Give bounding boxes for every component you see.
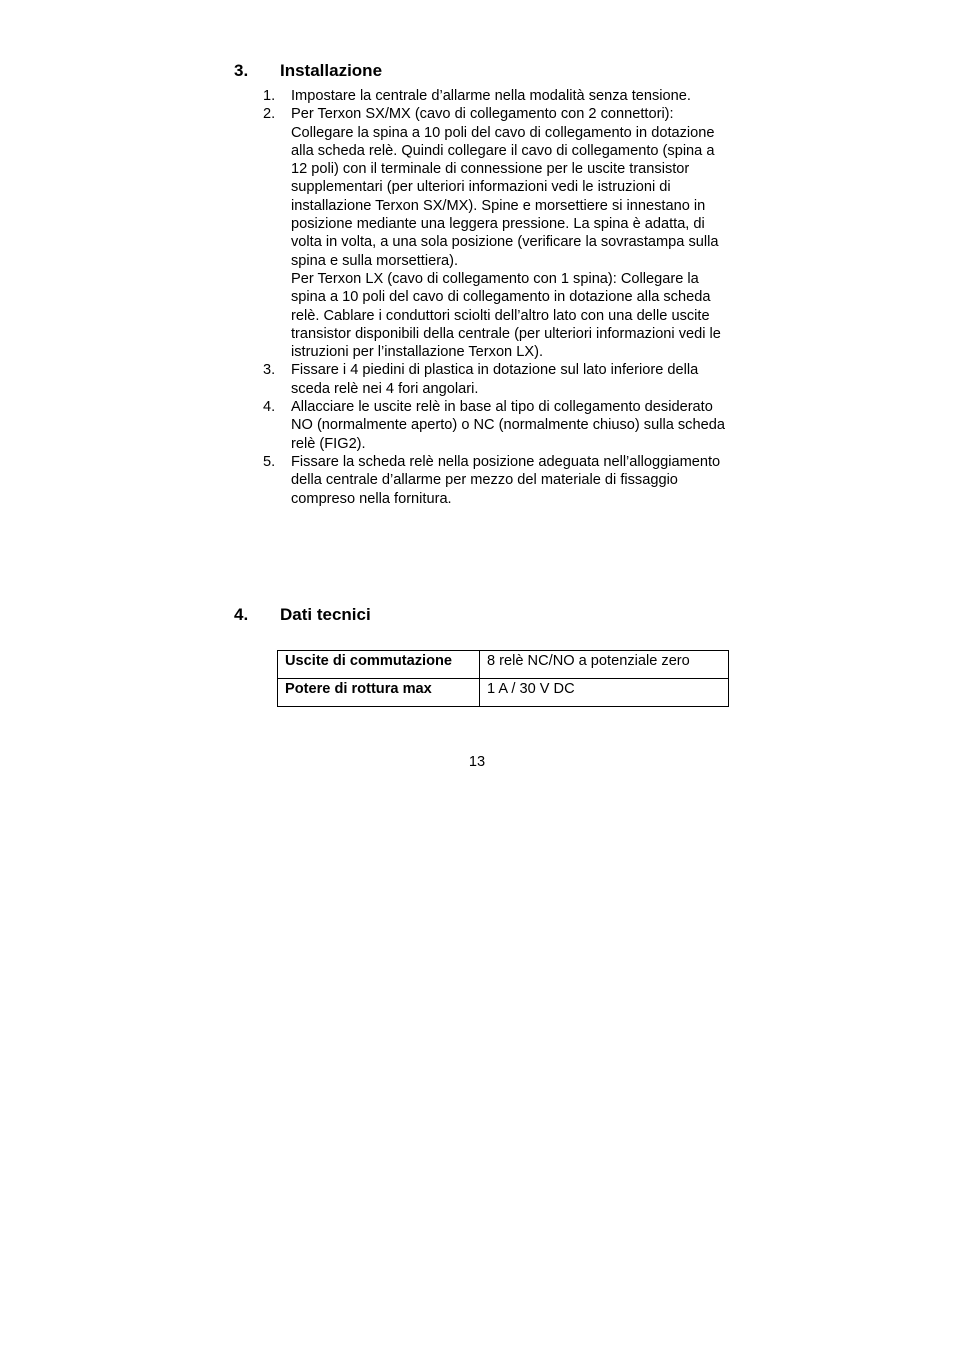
step-number: 5.	[263, 453, 276, 470]
page-number: 13	[468, 754, 486, 770]
list-item	[263, 361, 733, 398]
table-row	[278, 651, 729, 679]
table-label-cell: Uscite di commutazione	[278, 651, 480, 679]
section-number: 3.	[234, 61, 249, 80]
step-number: 2.	[263, 106, 276, 123]
step-text: Per Terxon LX (cavo di collegamento con 1 spina): Collegare la spina a 10 poli del cavo di collegamento in dotazione alla scheda relè. Cablare i conduttori sciolti dell’altro lato con una delle uscite transistor disponibili della centrale (per ulteriori informazioni vedi le istruzioni per l’installazione Terxon LX).	[291, 270, 721, 361]
technical-data-table	[277, 650, 729, 707]
list-item	[263, 398, 733, 453]
section-title: Dati tecnici	[280, 605, 371, 624]
section-title: Installazione	[280, 61, 383, 80]
step-number: 4.	[263, 399, 276, 416]
step-text: Fissare i 4 piedini di plastica in dotazione sul lato inferiore della sceda relè nei 4 fori angolari.	[291, 362, 699, 397]
list-item	[263, 105, 733, 361]
step-number: 3.	[263, 362, 276, 379]
step-text: Allacciare le uscite relè in base al tipo di collegamento desiderato NO (normalmente aperto) o NC (normalmente chiuso) sulla scheda relè (FIG2).	[291, 399, 725, 452]
installation-steps	[263, 87, 733, 508]
table-row	[278, 679, 729, 707]
list-item	[263, 87, 733, 105]
step-text: Per Terxon SX/MX (cavo di collegamento con 2 connettori): Collegare la spina a 10 poli del cavo di collegamento in dotazione alla scheda relè. Quindi collegare il cavo di collegamento (spina a 12 poli) con il terminale di connessione per le uscite transistor supplementari (per ulteriori informazioni vedi le istruzioni di installazione Terxon SX/MX). Spine e morsettiere si innestano in posizione mediante una leggera pressione. La spina è adatta, di volta in volta, a una sola posizione (verificare la sovrastampa sulla spina e sulla morsettiera).	[291, 106, 719, 269]
step-text: Fissare la scheda relè nella posizione adeguata nell’alloggiamento della centrale d’allarme per mezzo del materiale di fissaggio compreso nella fornitura.	[291, 453, 721, 507]
table-value-cell: 1 A / 30 V DC	[480, 679, 729, 707]
section-heading-dati-tecnici	[234, 605, 371, 625]
list-item	[263, 453, 733, 508]
section-number: 4.	[234, 605, 249, 624]
table-label-cell: Potere di rottura max	[278, 679, 480, 707]
table-value-cell: 8 relè NC/NO a potenziale zero	[480, 651, 729, 679]
section-heading-installazione	[234, 61, 382, 81]
step-text: Impostare la centrale d’allarme nella modalità senza tensione.	[291, 88, 691, 104]
step-number: 1.	[263, 88, 276, 104]
